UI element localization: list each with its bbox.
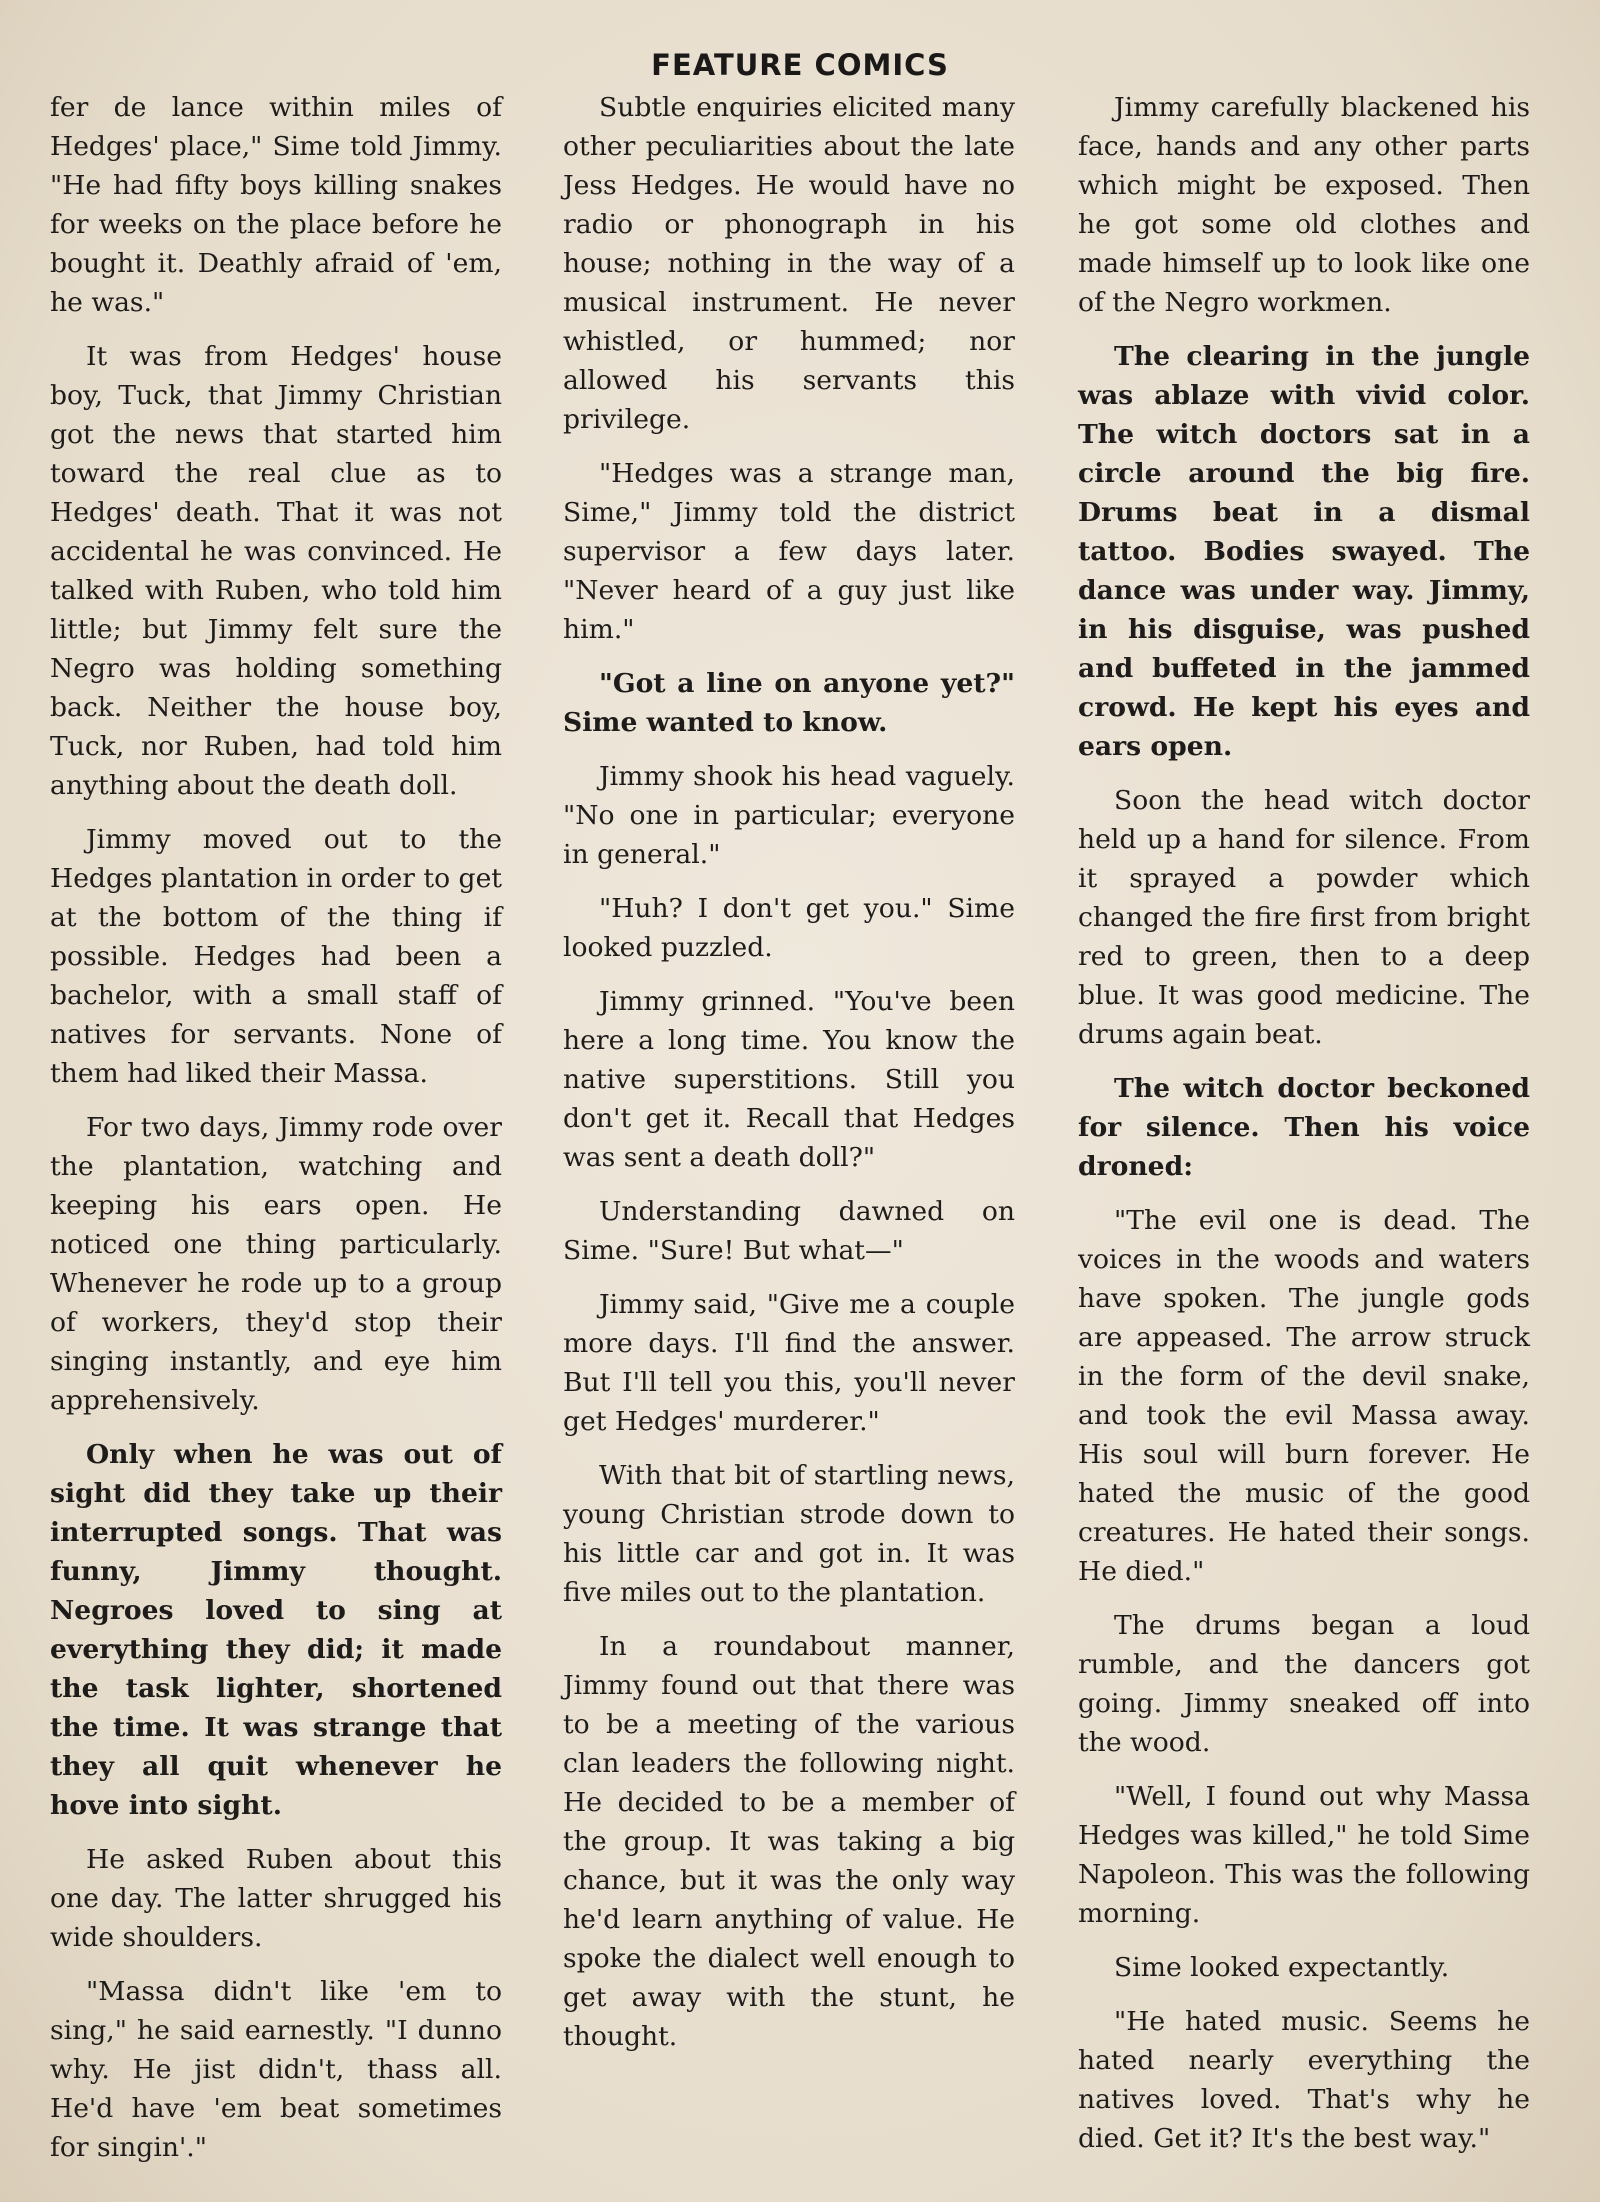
paragraph: "Got a line on anyone yet?" Sime wanted to know. [563,668,1015,738]
paragraph: With that bit of startling news, young Christian strode down to his little car and got in. It was five miles out to the plantation. [563,1460,1015,1608]
paragraph: The witch doctor beckoned for silence. Then his voice droned: [1078,1073,1530,1182]
paragraph: It was from Hedges' house boy, Tuck, that Jimmy Christian got the news that started him toward the real clue as to Hedges' death. That it was not accidental he was convinced. He talked with Ruben, who told him little; but Jimmy felt sure the Negro was holding something back. Neither the house boy, Tuck, nor Ruben, had told him anything about the death doll. [50,341,502,801]
paragraph: "Hedges was a strange man, Sime," Jimmy told the district supervisor a few days later. "Never heard of a guy just like him." [563,458,1015,645]
paragraph: "Well, I found out why Massa Hedges was killed," he told Sime Napoleon. This was the following morning. [1078,1781,1530,1929]
paragraph: For two days, Jimmy rode over the plantation, watching and keeping his ears open. He noticed one thing particularly. Whenever he rode up to a group of workers, they'd stop their singing instantly, and eye him apprehensively. [50,1112,502,1416]
paragraph: The drums began a loud rumble, and the dancers got going. Jimmy sneaked off into the wood. [1078,1610,1530,1758]
paragraph: Subtle enquiries elicited many other peculiarities about the late Jess Hedges. He would have no radio or phonograph in his house; nothing in the way of a musical instrument. He never whistled, or hummed; nor allowed his servants this privilege. [563,92,1015,435]
paragraph: Jimmy moved out to the Hedges plantation in order to get at the bottom of the thing if possible. Hedges had been a bachelor, with a small staff of natives for servants. None of them had liked their Massa. [50,824,502,1089]
paragraph: "The evil one is dead. The voices in the woods and waters have spoken. The jungle gods are appeased. The arrow struck in the form of the devil snake, and took the evil Massa away. His soul will burn forever. He hated the music of the good creatures. He hated their songs. He died." [1078,1205,1530,1587]
paragraph: fer de lance within miles of Hedges' place," Sime told Jimmy. "He had fifty boys killing snakes for weeks on the place before he bought it. Deathly afraid of 'em, he was." [50,92,502,318]
paragraph: Jimmy grinned. "You've been here a long time. You know the native superstitions. Still you don't get it. Recall that Hedges was sent a death doll?" [563,986,1015,1173]
paragraph: Understanding dawned on Sime. "Sure! But what—" [563,1196,1015,1266]
paragraph: Sime looked expectantly. [1114,1952,1450,1983]
page-header: FEATURE COMICS [651,48,949,82]
paragraph: Jimmy shook his head vaguely. "No one in particular; everyone in general." [563,761,1015,870]
paragraph: Soon the head witch doctor held up a hand for silence. From it sprayed a powder which changed the fire first from bright red to green, then to a deep blue. It was good medicine. The drums again beat. [1078,785,1530,1050]
paragraph: "He hated music. Seems he hated nearly everything the natives loved. That's why he died. Get it? It's the best way." [1078,2006,1530,2154]
text-column-1 [50,88,502,2182]
paragraph: He asked Ruben about this one day. The latter shrugged his wide shoulders. [50,1844,502,1953]
text-column-3 [1078,88,1530,2173]
paragraph: In a roundabout manner, Jimmy found out that there was to be a meeting of the various clan leaders the following night. He decided to be a member of the group. It was taking a big chance, but it was the only way he'd learn anything of value. He spoke the dialect well enough to get away with the stunt, he thought. [563,1631,1015,2052]
paragraph: Only when he was out of sight did they take up their interrupted songs. That was funny, Jimmy thought. Negroes loved to sing at everything they did; it made the task lighter, shortened the time. It was strange that they all quit whenever he hove into sight. [50,1439,502,1821]
paragraph: Jimmy said, "Give me a couple more days. I'll find the answer. But I'll tell you this, you'll never get Hedges' murderer." [563,1289,1015,1437]
paragraph: Jimmy carefully blackened his face, hands and any other parts which might be exposed. Then he got some old clothes and made himself up to look like one of the Negro workmen. [1078,92,1530,318]
text-column-2 [563,88,1015,2071]
paragraph: "Huh? I don't get you." Sime looked puzzled. [563,893,1015,963]
paragraph: "Massa didn't like 'em to sing," he said earnestly. "I dunno why. He jist didn't, thass all. He'd have 'em beat sometimes for singin'." [50,1976,502,2163]
paragraph: The clearing in the jungle was ablaze with vivid color. The witch doctors sat in a circle around the big fire. Drums beat in a dismal tattoo. Bodies swayed. The dance was under way. Jimmy, in his disguise, was pushed and buffeted in the jammed crowd. He kept his eyes and ears open. [1078,341,1530,762]
